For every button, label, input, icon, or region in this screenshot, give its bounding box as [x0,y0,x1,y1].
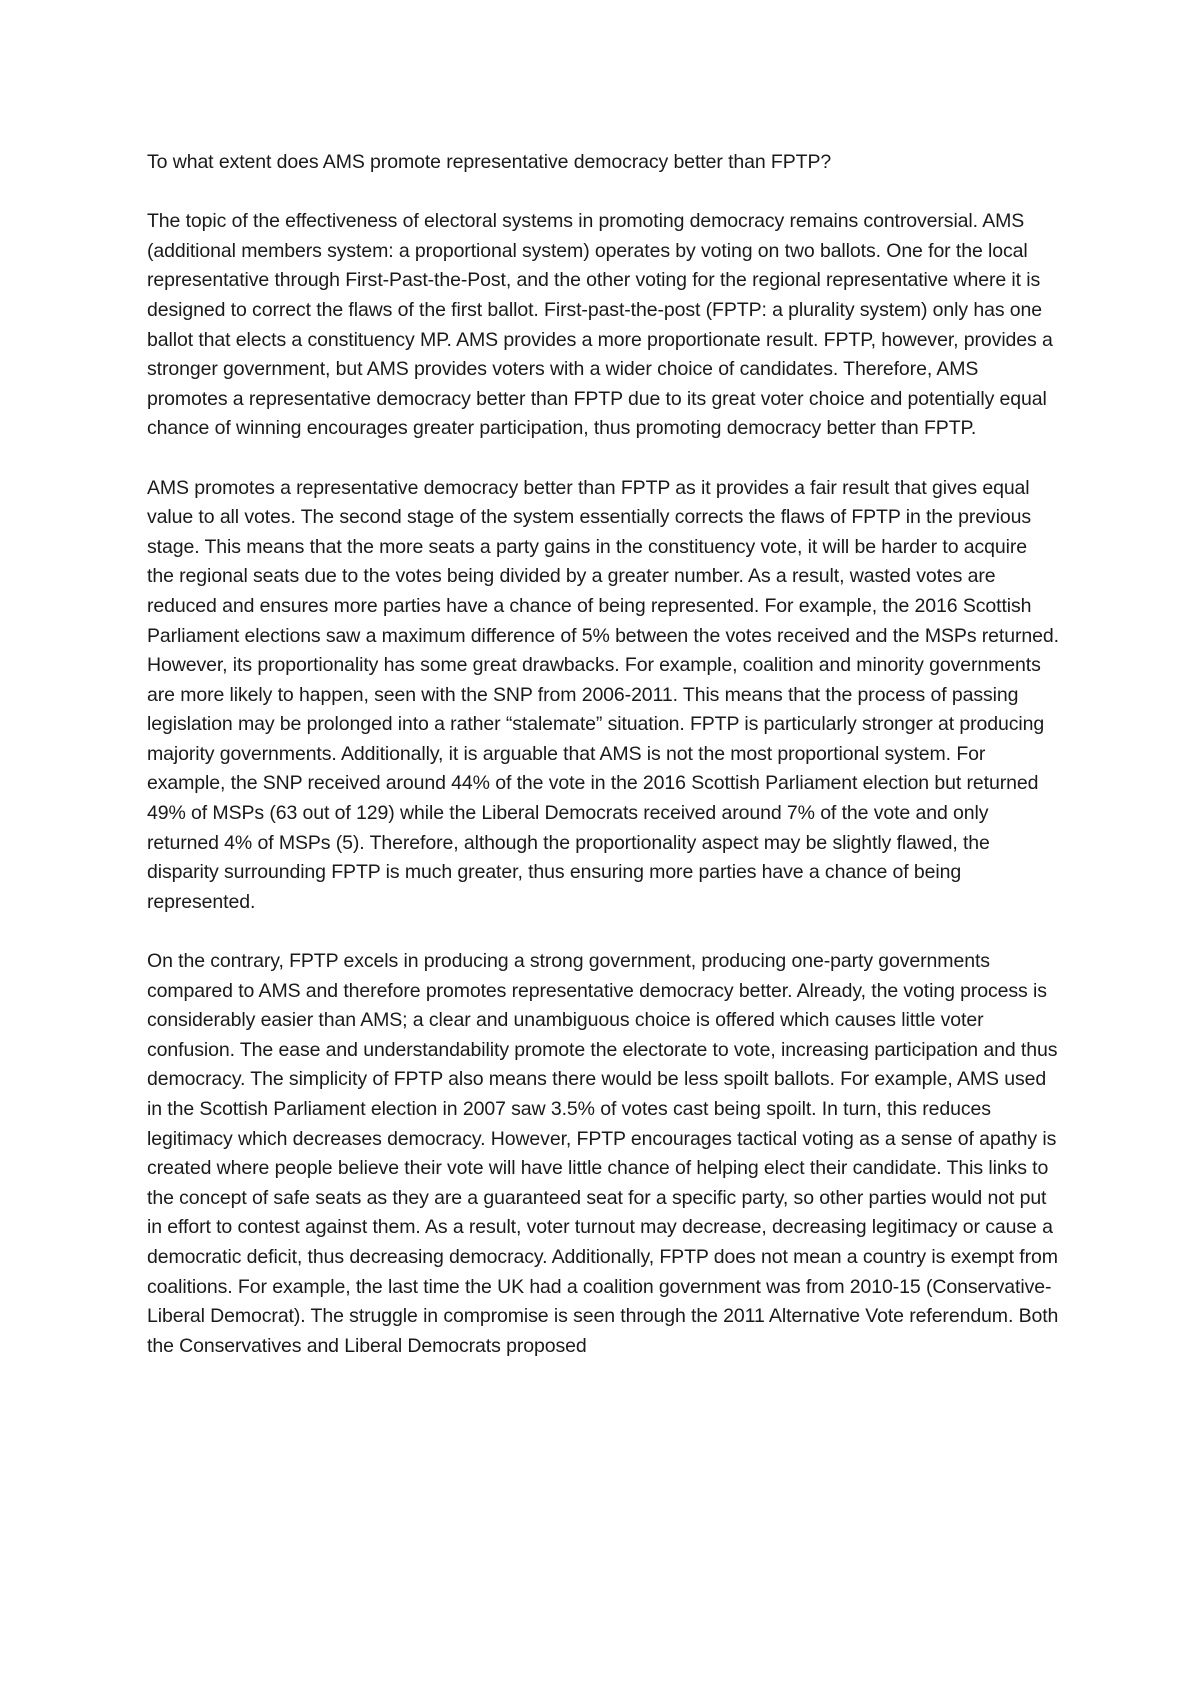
paragraph-strong-government: On the contrary, FPTP excels in producing a strong government, producing one-party governments compared to AMS and therefore promotes representative democracy better. Already, the voting process is considerably easier than AMS; a clear and unambiguous choice is offered which causes little voter confusion. The ease and understandability promote the electorate to vote, increasing participation and thus democracy. The simplicity of FPTP also means there would be less spoilt ballots. For example, AMS used in the Scottish Parliament election in 2007 saw 3.5% of votes cast being spoilt. In turn, this reduces legitimacy which decreases democracy. However, FPTP encourages tactical voting as a sense of apathy is created where people believe their vote will have little chance of helping elect their candidate. This links to the concept of safe seats as they are a guaranteed seat for a specific party, so other parties would not put in effort to contest against them. As a result, voter turnout may decrease, decreasing legitimacy or cause a democratic deficit, thus decreasing democracy. Additionally, FPTP does not mean a country is exempt from coalitions. For example, the last time the UK had a coalition government was from 2010-15 (Conservative-Liberal Democrat). The struggle in compromise is seen through the 2011 Alternative Vote referendum. Both the Conservatives and Liberal Democrats proposed [147,950,1059,1357]
paragraph-proportionality: AMS promotes a representative democracy better than FPTP as it provides a fair result that gives equal value to all votes. The second stage of the system essentially corrects the flaws of FPTP in the previous stage. This means that the more seats a party gains in the constituency vote, it will be harder to acquire the regional seats due to the votes being divided by a greater number. As a result, wasted votes are reduced and ensures more parties have a chance of being represented. For example, the 2016 Scottish Parliament elections saw a maximum difference of 5% between the votes received and the MSPs returned. However, its proportionality has some great drawbacks. For example, coalition and minority governments are more likely to happen, seen with the SNP from 2006-2011. This means that the process of passing legislation may be prolonged into a rather “stalemate” situation. FPTP is particularly stronger at producing majority governments. Additionally, it is arguable that AMS is not the most proportional system. For example, the SNP received around 44% of the vote in the 2016 Scottish Parliament election but returned 49% of MSPs (63 out of 129) while the Liberal Democrats received around 7% of the vote and only returned 4% of MSPs (5). Therefore, although the proportionality aspect may be slightly flawed, the disparity surrounding FPTP is much greater, thus ensuring more parties have a chance of being represented. [147,476,1059,913]
essay-title: To what extent does AMS promote representative democracy better than FPTP? [147,151,832,173]
paragraph-introduction: The topic of the effectiveness of electoral systems in promoting democracy remains controversial. AMS (additional members system: a proportional system) operates by voting on two ballots. One for the local representative through First-Past-the-Post, and the other voting for the regional representative where it is designed to correct the flaws of the first ballot. First-past-the-post (FPTP: a plurality system) only has one ballot that elects a constituency MP. AMS provides a more proportionate result. FPTP, however, provides a stronger government, but AMS provides voters with a wider choice of candidates. Therefore, AMS promotes a representative democracy better than FPTP due to its great voter choice and potentially equal chance of winning encourages greater participation, thus promoting democracy better than FPTP. [147,210,1053,440]
document-body [147,148,1059,1391]
